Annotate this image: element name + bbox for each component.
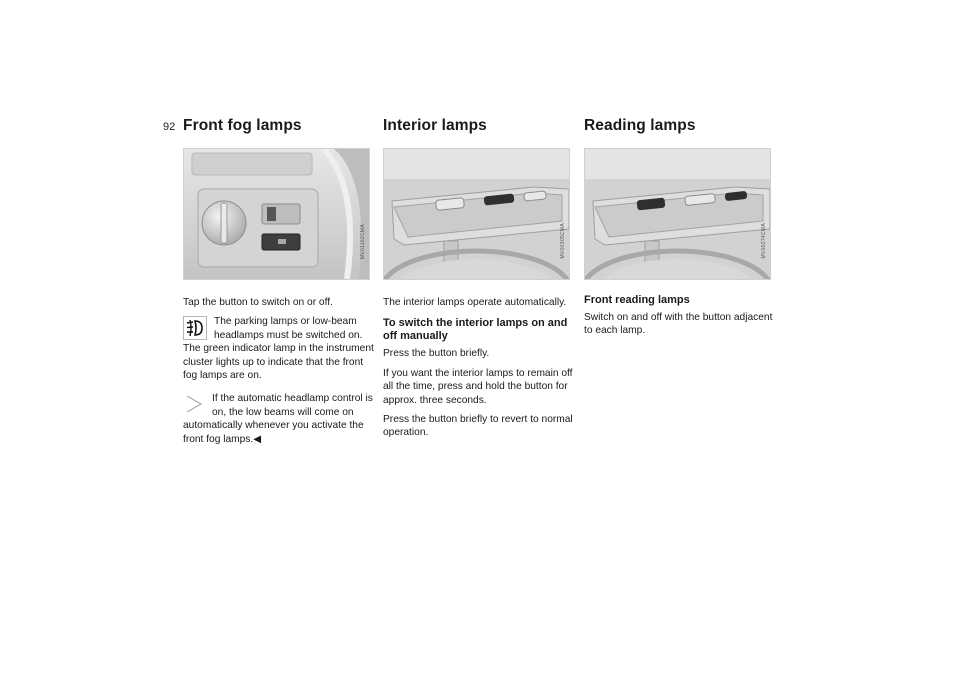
reading-lamps-section xyxy=(584,116,776,344)
fog-lamps-figure xyxy=(183,148,370,280)
reading-switch-text: Switch on and off with the button adjacent to each lamp. xyxy=(584,312,773,337)
figure-code: MV00305CMA xyxy=(560,223,566,259)
fog-lamps-section xyxy=(183,116,375,456)
fog-lamps-title: Front fog lamps xyxy=(183,117,302,134)
auto-headlamp-text: If the automatic headlamp control is on, the low beams will come on automatically whenever you activate the front fog lamps.◀ xyxy=(183,393,373,445)
fog-instruction: Tap the button to switch on or off. xyxy=(183,297,333,308)
figure-code: MV00274CMA xyxy=(761,223,767,259)
fog-lamp-icon xyxy=(183,316,207,340)
auto-headlamp-note xyxy=(183,392,375,446)
fog-requirement-text: The parking lamps or low-beam headlamps must be switched on. The green indicator lamp in the instrument cluster lights up to indicate that the front fog lamps are on. xyxy=(183,316,374,382)
front-reading-heading: Front reading lamps xyxy=(584,294,690,306)
figure-code: MV01162CMA xyxy=(360,223,366,259)
interior-revert-text: Press the button briefly to revert to normal operation. xyxy=(383,414,573,439)
interior-lamps-figure xyxy=(383,148,570,280)
reading-lamps-title: Reading lamps xyxy=(584,117,696,134)
reading-lamp-illustration xyxy=(585,149,770,279)
interior-hold-text: If you want the interior lamps to remain off all the time, press and hold the button for approx. three seconds. xyxy=(383,367,573,406)
fog-requirement-note xyxy=(183,315,375,382)
note-triangle-icon xyxy=(183,393,205,415)
interior-manual-heading: To switch the interior lamps on and off manually xyxy=(383,317,568,343)
interior-auto-text: The interior lamps operate automatically. xyxy=(383,297,567,308)
interior-press-text: Press the button briefly. xyxy=(383,348,490,360)
light-switch-illustration xyxy=(184,149,369,279)
overhead-console-illustration xyxy=(384,149,569,279)
reading-lamps-figure xyxy=(584,148,771,280)
interior-lamps-section xyxy=(383,116,575,446)
interior-lamps-title: Interior lamps xyxy=(383,117,487,134)
page-number: 92 xyxy=(163,121,176,133)
